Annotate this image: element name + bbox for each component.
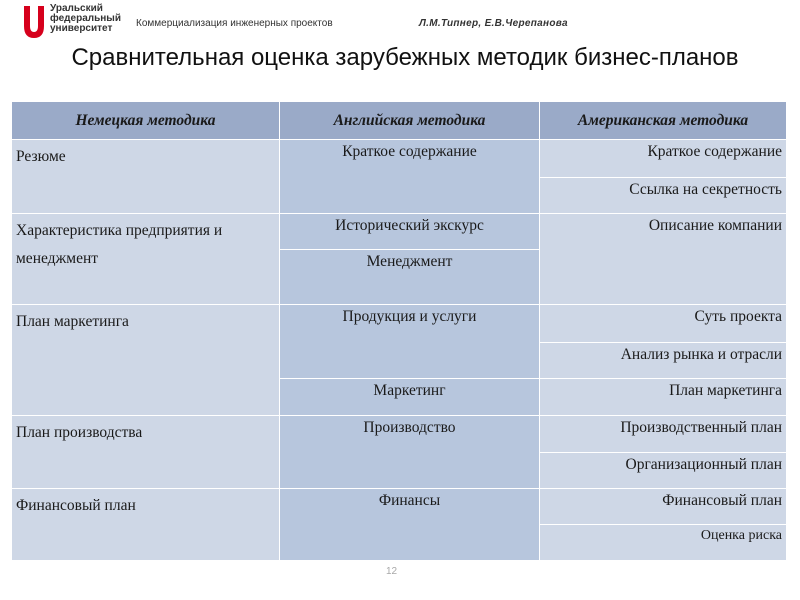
table-header-row	[12, 102, 787, 140]
ural-university-logo-icon	[22, 4, 46, 42]
american-cell: Краткое содержание	[540, 140, 787, 178]
american-cell: Оценка риска	[540, 525, 787, 561]
american-cell: Производственный план	[540, 416, 787, 453]
american-cell: План маркетинга	[540, 379, 787, 416]
table-row	[12, 305, 787, 343]
american-cell: Организационный план	[540, 453, 787, 489]
university-name	[50, 4, 130, 34]
comparison-table	[11, 101, 787, 561]
page-number: 12	[386, 566, 398, 577]
american-cell: Ссылка на секретность	[540, 178, 787, 214]
german-cell: Характеристика предприятия и менеджмент	[12, 214, 280, 305]
german-cell: План маркетинга	[12, 305, 280, 416]
university-name-line: федеральный	[50, 13, 121, 24]
header-english: Английская методика	[280, 102, 540, 140]
table-row	[12, 214, 787, 250]
english-cell: Финансы	[280, 489, 540, 561]
english-cell: Маркетинг	[280, 379, 540, 416]
american-cell: Финансовый план	[540, 489, 787, 525]
university-name-line: Уральский	[50, 3, 103, 14]
german-cell: План производства	[12, 416, 280, 489]
header-german: Немецкая методика	[12, 102, 280, 140]
header-american: Американская методика	[540, 102, 787, 140]
english-cell: Производство	[280, 416, 540, 489]
american-cell: Суть проекта	[540, 305, 787, 343]
english-cell: Менеджмент	[280, 250, 540, 305]
german-cell: Резюме	[12, 140, 280, 214]
american-cell: Описание компании	[540, 214, 787, 305]
german-cell: Финансовый план	[12, 489, 280, 561]
university-logo	[22, 4, 130, 42]
slide-title: Сравнительная оценка зарубежных методик бизнес-планов	[71, 44, 739, 71]
authors: Л.М.Типнер, Е.В.Черепанова	[419, 18, 568, 29]
course-name: Коммерциализация инженерных проектов	[136, 18, 333, 29]
university-name-line: университет	[50, 23, 113, 34]
table-row	[12, 416, 787, 453]
table-row	[12, 140, 787, 178]
table-row	[12, 489, 787, 525]
english-cell: Продукция и услуги	[280, 305, 540, 379]
american-cell: Анализ рынка и отрасли	[540, 343, 787, 379]
english-cell: Краткое содержание	[280, 140, 540, 214]
english-cell: Исторический экскурс	[280, 214, 540, 250]
